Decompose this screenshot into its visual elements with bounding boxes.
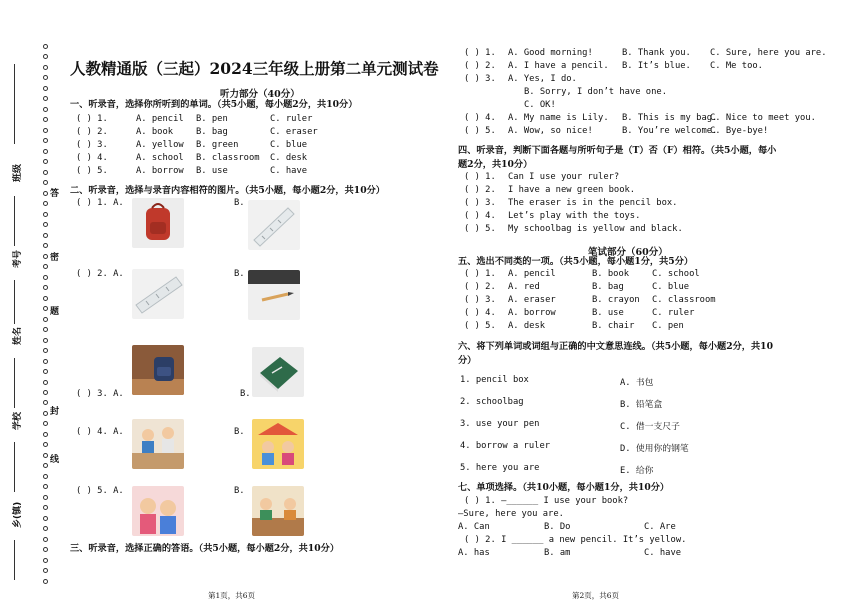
option-a: A. My name is Lily. (508, 113, 609, 123)
question-number: ( ) 4. A. (76, 427, 124, 437)
binding-hole (43, 537, 48, 542)
chinese-meaning: C. 借一支尺子 (620, 422, 680, 432)
binding-hole (43, 400, 48, 405)
english-term: 1. pencil box (460, 375, 529, 385)
option-b: B. Thank you. (622, 48, 691, 58)
written-header: 笔试部分（60分） (588, 247, 668, 258)
question-number: ( ) 3. (464, 198, 496, 208)
english-term: 5. here you are (460, 463, 540, 473)
binding-hole (43, 254, 48, 259)
section-6-heading-l1: 六、将下列单词或词组与正确的中文意思连线。（共5小题，每小题2分，共10 (458, 341, 773, 352)
option-b: B. green (196, 140, 239, 150)
section-5-heading: 五、选出不同类的一项。（共5小题，每小题1分，共5分） (458, 256, 694, 267)
class-line (14, 64, 15, 144)
binding-hole (43, 484, 48, 489)
green-book-icon (252, 347, 304, 397)
page-number-right: 第2页，共6页 (572, 591, 620, 600)
section-3-heading-left: 三、听录音，选择正确的答语。（共5小题，每小题2分，共10分） (70, 543, 340, 554)
option-b: B. pen (196, 114, 228, 124)
binding-hole (43, 411, 48, 416)
class-label: 班级 (13, 163, 23, 182)
option-a: A. eraser (508, 295, 556, 305)
binding-hole (43, 296, 48, 301)
section-4-heading-l1: 四、听录音，判断下面各题与所听句子是（T）否（F）相符。（共5小题，每小 (458, 145, 777, 156)
binding-hole (43, 117, 48, 122)
binding-hole (43, 558, 48, 563)
question-number: ( ) 2. (464, 185, 496, 195)
children-carousel-icon (252, 419, 304, 469)
option-b-label: B. (234, 198, 245, 208)
binding-hole (43, 285, 48, 290)
option-a: A. borrow (136, 166, 184, 176)
option-c: C. have (644, 548, 682, 558)
option-a: A. pencil (508, 269, 556, 279)
option-a: A. has (458, 548, 490, 558)
option-a: A. red (508, 282, 540, 292)
option-c: C. Me too. (710, 61, 763, 71)
question-number: ( ) 2. (464, 61, 496, 71)
binding-hole (43, 243, 48, 248)
question-number: ( ) 4. (464, 308, 496, 318)
binding-hole (43, 75, 48, 80)
statement: Can I use your ruler? (508, 172, 620, 182)
binding-hole (43, 180, 48, 185)
binding-hole (43, 421, 48, 426)
option-c: C. classroom (652, 295, 716, 305)
binding-hole (43, 149, 48, 154)
option-c: C. Bye-bye! (710, 126, 769, 136)
binding-hole (43, 317, 48, 322)
binding-strip (0, 0, 62, 607)
option-c: C. ruler (652, 308, 695, 318)
binding-hole (43, 233, 48, 238)
question-text: —Sure, here you are. (458, 509, 564, 519)
option-a: A. I have a pencil. (508, 61, 609, 71)
option-c: C. Sure, here you are. (710, 48, 827, 58)
option-a: A. book (136, 127, 174, 137)
question-number: ( ) 1. (76, 114, 108, 124)
binding-hole (43, 222, 48, 227)
binding-hole (43, 505, 48, 510)
binding-hole (43, 86, 48, 91)
option-c: C. ruler (270, 114, 313, 124)
option-c: C. school (652, 269, 700, 279)
question-number: ( ) 1. (464, 48, 496, 58)
option-c: C. Nice to meet you. (710, 113, 816, 123)
statement: Let’s play with the toys. (508, 211, 641, 221)
paper-title: 人教精通版（三起）2024三年级上册第二单元测试卷 (70, 59, 439, 78)
option-b: B. Do (544, 522, 571, 532)
seal-char-5: 线 (50, 455, 60, 465)
binding-hole (43, 442, 48, 447)
binding-hole (43, 54, 48, 59)
option-b-label: B. (234, 486, 245, 496)
binding-hole-column (42, 44, 48, 584)
option-a: A. Can (458, 522, 490, 532)
option-b: B. This is my bag. (622, 113, 718, 123)
children-classroom-icon (132, 419, 184, 469)
binding-hole (43, 463, 48, 468)
question-number: ( ) 3. A. (76, 389, 124, 399)
binding-hole (43, 191, 48, 196)
chinese-meaning: B. 铅笔盒 (620, 400, 663, 410)
school-line (14, 358, 15, 408)
option-b: B. chair (592, 321, 635, 331)
section-2-heading: 二、听录音，选择与录音内容相符的图片。（共5小题，每小题2分，共10分） (70, 185, 385, 196)
binding-hole (43, 212, 48, 217)
section-7-heading: 七、单项选择。（共10小题，每小题1分，共10分） (458, 482, 670, 493)
town-label: 乡(镇) (13, 501, 23, 528)
option-a: A. Good morning! (508, 48, 593, 58)
option-b: B. am (544, 548, 571, 558)
section-1-heading: 一、听录音，选择你所听到的单词。（共5小题，每小题2分，共10分） (70, 99, 358, 110)
page-number-left: 第1页，共6页 (208, 591, 256, 600)
binding-hole (43, 306, 48, 311)
option-b: B. classroom (196, 153, 260, 163)
name-line (14, 280, 15, 324)
binding-hole (43, 170, 48, 175)
school-line-2 (14, 442, 15, 492)
binding-hole (43, 432, 48, 437)
statement: My schoolbag is yellow and black. (508, 224, 683, 234)
binding-hole (43, 380, 48, 385)
binding-hole (43, 359, 48, 364)
statement: I have a new green book. (508, 185, 636, 195)
binding-hole (43, 495, 48, 500)
option-b: B. It’s blue. (622, 61, 691, 71)
listening-header: 听力部分（40分） (220, 89, 300, 100)
question-number: ( ) 5. (464, 224, 496, 234)
children-playing-icon (252, 486, 304, 536)
binding-hole (43, 338, 48, 343)
chinese-meaning: A. 书包 (620, 378, 654, 388)
option-c: C. desk (270, 153, 308, 163)
option-b-label: B. (234, 427, 245, 437)
option-a: A. desk (508, 321, 546, 331)
question-number: ( ) 2. (464, 282, 496, 292)
seal-char-2: 密 (50, 253, 60, 263)
english-term: 2. schoolbag (460, 397, 524, 407)
binding-hole (43, 327, 48, 332)
question-number: ( ) 2. A. (76, 269, 124, 279)
binding-hole (43, 547, 48, 552)
question-number: ( ) 5. (76, 166, 108, 176)
question-text: ( ) 2. I ______ a new pencil. It’s yellow. (464, 535, 687, 545)
binding-hole (43, 65, 48, 70)
option-a: A. pencil (136, 114, 184, 124)
ruler-icon-2 (132, 269, 184, 319)
pencil-icon (248, 270, 300, 320)
binding-hole (43, 453, 48, 458)
option-b-label: B. (234, 269, 245, 279)
name-label: 姓名 (13, 326, 23, 345)
seal-char-4: 封 (50, 407, 60, 417)
binding-hole (43, 369, 48, 374)
english-term: 3. use your pen (460, 419, 540, 429)
option-b: B. bag (592, 282, 624, 292)
binding-hole (43, 390, 48, 395)
binding-hole (43, 264, 48, 269)
exam-number-line (14, 196, 15, 246)
binding-hole (43, 275, 48, 280)
question-number: ( ) 5. (464, 321, 496, 331)
statement: The eraser is in the pencil box. (508, 198, 678, 208)
chinese-meaning: D. 使用你的钢笔 (620, 444, 689, 454)
red-backpack-icon (132, 198, 184, 248)
binding-hole (43, 159, 48, 164)
binding-hole (43, 526, 48, 531)
binding-hole (43, 474, 48, 479)
binding-hole (43, 96, 48, 101)
section-4-heading-l2: 题2分，共10分） (458, 159, 533, 170)
option-a: A. school (136, 153, 184, 163)
town-line (14, 540, 15, 580)
option-b: B. use (196, 166, 228, 176)
question-number: ( ) 2. (76, 127, 108, 137)
ruler-icon (248, 200, 300, 250)
binding-hole (43, 128, 48, 133)
option-b: B. bag (196, 127, 228, 137)
section-6-heading-l2: 分） (458, 355, 477, 366)
option-a: A. Wow, so nice! (508, 126, 593, 136)
school-bag-icon (132, 345, 184, 395)
option-a: A. borrow (508, 308, 556, 318)
option-c: C. eraser (270, 127, 318, 137)
binding-hole (43, 516, 48, 521)
option-b: B. crayon (592, 295, 640, 305)
option-b-label: B. (240, 389, 251, 399)
binding-hole (43, 568, 48, 573)
option-b: B. use (592, 308, 624, 318)
seal-char-1: 答 (50, 189, 60, 199)
option-c: C. pen (652, 321, 684, 331)
option-c: C. blue (270, 140, 308, 150)
question-text: ( ) 1. —______ I use your book? (464, 496, 629, 506)
question-number: ( ) 5. (464, 126, 496, 136)
question-number: ( ) 1. A. (76, 198, 124, 208)
option-b: B. You’re welcome. (622, 126, 718, 136)
option-c: C. blue (652, 282, 690, 292)
question-number: ( ) 1. (464, 269, 496, 279)
question-number: ( ) 3. (76, 140, 108, 150)
question-number: ( ) 4. (76, 153, 108, 163)
binding-hole (43, 348, 48, 353)
seal-char-3: 题 (50, 307, 60, 317)
question-number: ( ) 1. (464, 172, 496, 182)
binding-hole (43, 201, 48, 206)
option-a: C. OK! (524, 100, 556, 110)
option-a: B. Sorry, I don’t have one. (524, 87, 667, 97)
binding-hole (43, 44, 48, 49)
children-talking-icon (132, 486, 184, 536)
question-number: ( ) 3. (464, 74, 496, 84)
option-a: A. Yes, I do. (508, 74, 577, 84)
binding-hole (43, 138, 48, 143)
binding-hole (43, 107, 48, 112)
exam-number-label: 考号 (13, 249, 23, 268)
school-label: 学校 (13, 411, 23, 430)
binding-hole (43, 579, 48, 584)
option-c: C. Are (644, 522, 676, 532)
option-c: C. have (270, 166, 308, 176)
option-a: A. yellow (136, 140, 184, 150)
question-number: ( ) 4. (464, 113, 496, 123)
chinese-meaning: E. 给你 (620, 466, 654, 476)
question-number: ( ) 5. A. (76, 486, 124, 496)
question-number: ( ) 3. (464, 295, 496, 305)
option-b: B. book (592, 269, 630, 279)
english-term: 4. borrow a ruler (460, 441, 551, 451)
question-number: ( ) 4. (464, 211, 496, 221)
